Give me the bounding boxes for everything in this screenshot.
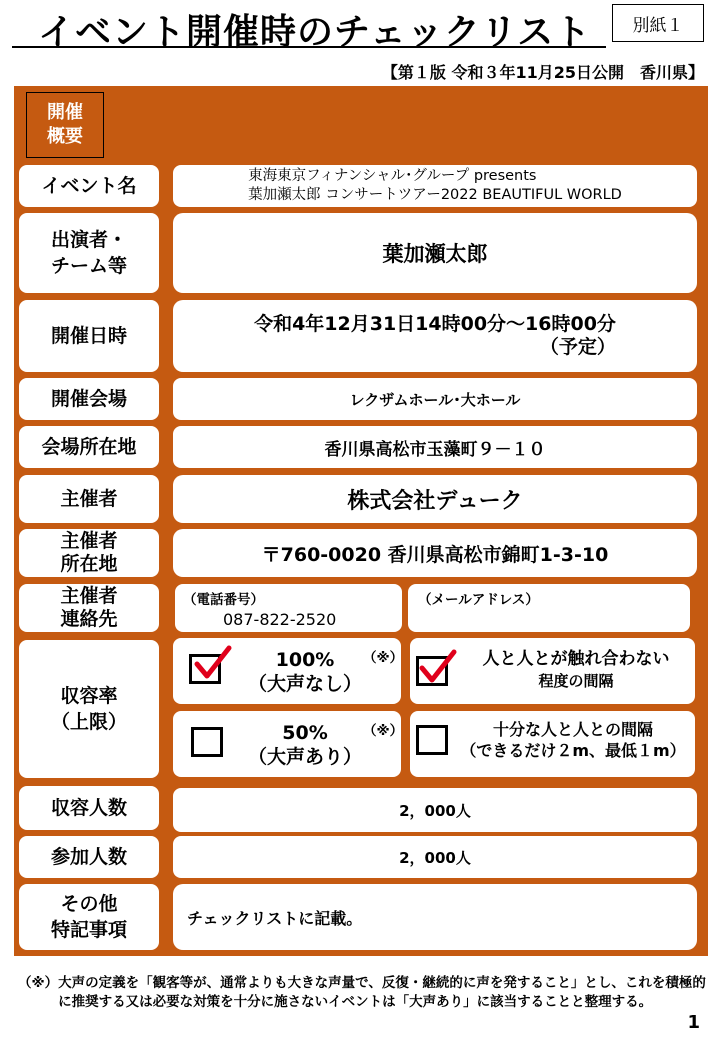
edition-note: 【第１版 令和３年11月25日公開 香川県】 — [381, 63, 704, 82]
organizer-address-value: 〒760-0020 香川県高松市錦町1-3-10 — [173, 529, 697, 577]
organizer-label: 主催者 — [19, 475, 159, 523]
venue-label: 開催会場 — [19, 378, 159, 420]
capacity-option-sufficient-distance-text — [450, 719, 696, 761]
organizer-address-label-line2: 所在地 — [60, 553, 118, 575]
capacity-option-no-contact — [410, 638, 695, 704]
other-notes-value: チェックリストに記載。 — [173, 884, 697, 950]
capacity-option-100-line1: 100% — [275, 649, 335, 671]
capacity-option-100-line2: （大声なし） — [247, 673, 362, 695]
checkbox-sufficient-distance[interactable] — [416, 725, 448, 755]
capacity-option-sufficient-distance — [410, 711, 695, 777]
footnote — [18, 974, 708, 1012]
participants-value: 2，000人 — [173, 836, 697, 878]
event-name-line2: 葉加瀬太郎 コンサートツアー2022 BEAUTIFUL WORLD — [248, 187, 622, 203]
capacity-option-sufficient-distance-line2: （できるだけ２m、最低１m） — [460, 741, 686, 760]
other-notes-label-line2: 特記事項 — [50, 919, 127, 941]
email-cell — [408, 584, 690, 632]
organizer-value: 株式会社デューク — [173, 475, 697, 523]
event-name-label: イベント名 — [19, 165, 159, 207]
datetime-line2: （予定） — [539, 336, 616, 358]
organizer-contact-label-line2: 連絡先 — [60, 608, 118, 630]
capacity-option-no-contact-line1: 人と人とが触れ合わない — [482, 649, 670, 669]
capacity-rate-label — [19, 640, 159, 778]
organizer-address-label — [19, 529, 159, 577]
page-title: イベント開催時のチェックリスト — [38, 12, 592, 53]
other-notes-label-line1: その他 — [60, 893, 118, 915]
capacity-option-no-contact-line2: 程度の間隔 — [538, 672, 614, 690]
organizer-contact-label — [19, 584, 159, 632]
datetime-line1: 令和4年12月31日14時00分～16時00分 — [254, 313, 616, 335]
other-notes-label — [19, 884, 159, 950]
organizer-contact-label-line1: 主催者 — [60, 585, 118, 607]
organizer-address-label-line1: 主催者 — [60, 530, 118, 552]
title-underline — [12, 46, 606, 48]
phone-value: 087-822-2520 — [223, 610, 337, 629]
capacity-option-100-mark: （※） — [363, 650, 404, 666]
capacity-option-50-line2: （大声あり） — [247, 746, 362, 768]
attachment-label: 別紙１ — [612, 4, 704, 42]
checkbox-50[interactable] — [191, 727, 223, 757]
capacity-rate-label-line2: （上限） — [50, 711, 127, 733]
capacity-option-50-mark: （※） — [363, 723, 404, 739]
venue-address-label: 会場所在地 — [19, 426, 159, 468]
capacity-option-100 — [173, 638, 404, 704]
venue-address-value: 香川県高松市玉藻町９－１０ — [173, 426, 697, 468]
datetime-value — [173, 300, 697, 372]
capacity-people-label: 収容人数 — [19, 786, 159, 830]
datetime-label: 開催日時 — [19, 300, 159, 372]
capacity-people-value: 2，000人 — [173, 788, 697, 832]
footnote-marker: （※） — [18, 975, 59, 991]
performer-label — [19, 213, 159, 293]
performer-label-line1: 出演者・ — [50, 229, 127, 251]
venue-value: レクザムホール･大ホール — [173, 378, 697, 420]
participants-label: 参加人数 — [19, 836, 159, 878]
overview-label-line2: 概要 — [47, 126, 83, 147]
phone-label: （電話番号） — [183, 592, 264, 608]
capacity-option-50-text — [245, 721, 365, 769]
page-number: 1 — [687, 1012, 700, 1033]
event-name-line1: 東海東京フィナンシャル･グループ presents — [248, 168, 537, 184]
phone-cell — [175, 584, 402, 632]
event-name-value — [173, 165, 697, 207]
capacity-option-sufficient-distance-line1: 十分な人と人との間隔 — [492, 720, 653, 739]
capacity-rate-label-line1: 収容率 — [60, 685, 118, 707]
footnote-text: 大声の定義を「観客等が、通常よりも大きな声量で、反復・継続的に声を発すること」とし、これを積極的に推奨する又は必要な対策を十分に施さないイベントは「大声あり」に該当することと整理する。 — [58, 975, 706, 1010]
overview-label — [26, 92, 104, 158]
capacity-option-50 — [173, 711, 404, 777]
check-mark-icon — [193, 644, 237, 684]
performer-label-line2: チーム等 — [50, 255, 127, 277]
capacity-option-no-contact-text — [460, 648, 692, 692]
overview-label-line1: 開催 — [47, 102, 83, 123]
capacity-option-50-line1: 50% — [282, 722, 328, 744]
capacity-option-100-text — [245, 648, 365, 696]
email-label: （メールアドレス） — [418, 592, 539, 608]
performer-value: 葉加瀬太郎 — [173, 213, 697, 293]
check-mark-icon — [418, 648, 462, 688]
